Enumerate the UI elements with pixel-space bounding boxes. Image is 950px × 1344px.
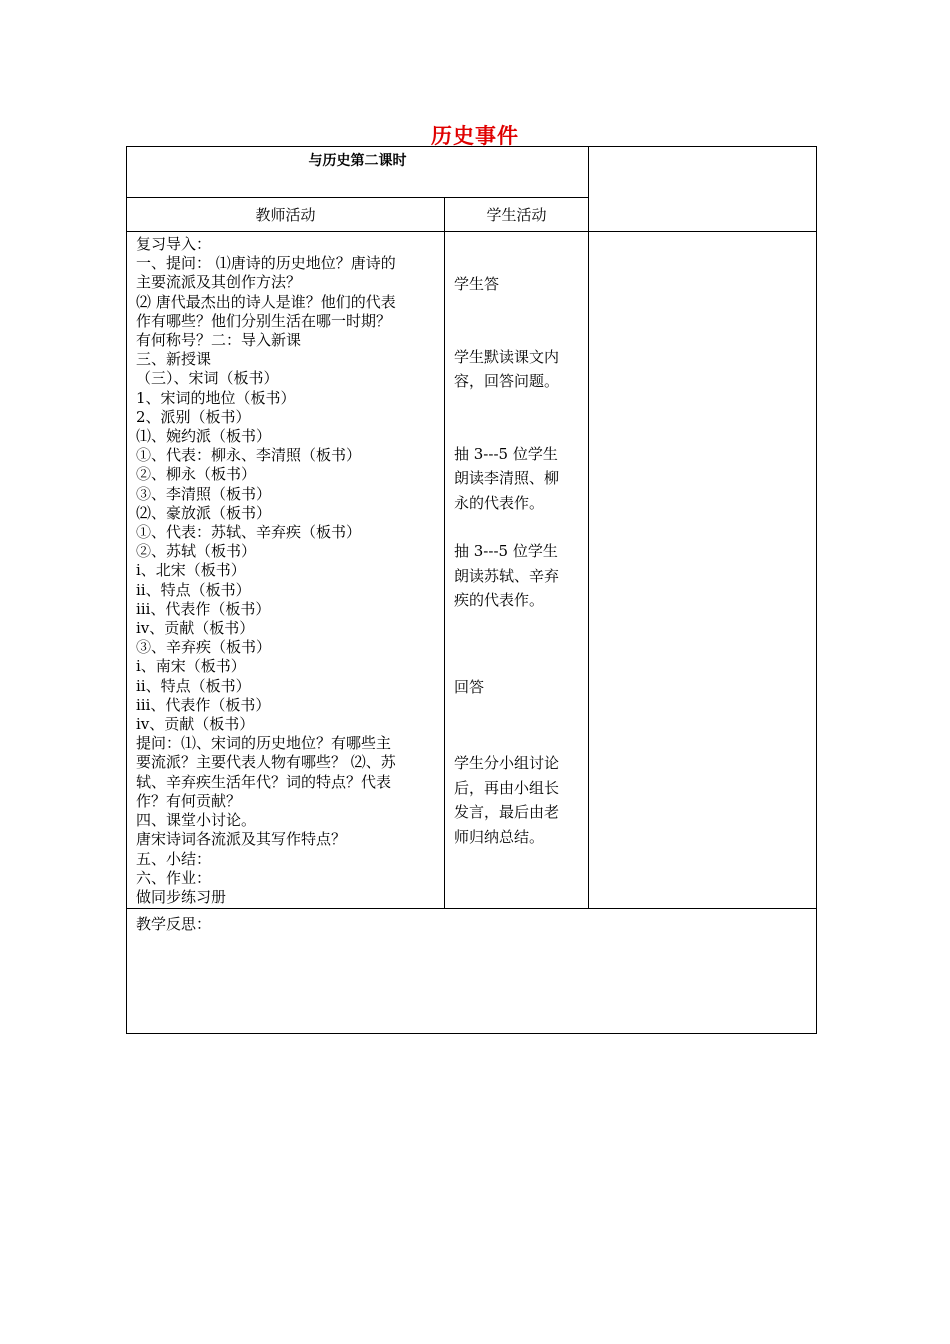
teacher-line: ⅲ、代表作（板书） [136, 695, 271, 714]
teacher-line: 作有哪些？他们分别生活在哪一时期？ [136, 311, 392, 330]
lesson-subtitle: 与历史第二课时 [308, 153, 407, 169]
document-title: 历史事件 [431, 124, 519, 148]
teacher-line: 主要流派及其创作方法？ [136, 273, 302, 292]
student-blocks [454, 272, 582, 849]
student-block [454, 751, 582, 849]
student-line: 朗读李清照、柳 [454, 469, 560, 487]
teacher-line: 五、小结： [136, 849, 212, 868]
teacher-line: 作？有何贡献？ [136, 791, 242, 810]
teacher-activity-header: 教师活动 [127, 198, 445, 232]
teacher-line: 有何称号？二：导入新课 [136, 331, 302, 350]
teacher-line: 要流派？主要代表人物有哪些？ ⑵、苏 [136, 753, 396, 772]
teacher-activity-cell [127, 232, 445, 909]
teacher-line: 复习导入： [136, 235, 212, 253]
student-line: 师归纳总结。 [454, 827, 545, 846]
blank-header-cell [589, 147, 817, 232]
subtitle-cell [127, 147, 589, 198]
student-line: 发言，最后由老 [454, 803, 560, 821]
teacher-line: 做同步练习册 [136, 887, 227, 906]
teacher-line: ⑵ 唐代最杰出的诗人是谁？他们的代表 [136, 292, 396, 311]
teacher-line: ③、辛弃疾（板书） [136, 638, 272, 657]
student-line: 抽 3---5 位学生 [454, 444, 558, 463]
teacher-lines [136, 235, 444, 907]
teacher-line: ⅳ、贡献（板书） [136, 715, 255, 734]
lesson-plan-table [126, 146, 817, 1034]
student-activity-header: 学生活动 [445, 198, 589, 232]
teacher-line: ②、柳永（板书） [136, 465, 257, 484]
student-line: 永的代表作。 [454, 493, 545, 512]
teacher-line: ⅰ、北宋（板书） [136, 561, 246, 580]
student-block [454, 272, 582, 297]
teacher-line: 六、作业： [136, 868, 212, 887]
teacher-line: ①、代表：柳永、李清照（板书） [136, 446, 362, 465]
teacher-line: ⅰ、南宋（板书） [136, 657, 246, 676]
student-line: 回答 [454, 677, 485, 696]
student-line: 容，回答问题。 [454, 372, 560, 390]
teacher-line: 一、提问： ⑴唐诗的历史地位？唐诗的 [136, 254, 396, 273]
student-block [454, 442, 582, 516]
notes-cell [589, 232, 817, 909]
student-line: 学生默读课文内 [454, 347, 560, 366]
teacher-line: 三、新授课 [136, 350, 212, 369]
teacher-line: 提问：⑴、宋词的历史地位？有哪些主 [136, 734, 392, 753]
teacher-line: ⅱ、特点（板书） [136, 676, 251, 695]
reflection-label: 教学反思： [136, 915, 212, 933]
teacher-line: 唐宋诗词各流派及其写作特点？ [136, 830, 347, 849]
student-line: 抽 3---5 位学生 [454, 542, 558, 560]
teacher-line: ⅲ、代表作（板书） [136, 599, 271, 618]
teacher-line: ②、苏轼（板书） [136, 542, 257, 561]
student-block [454, 675, 582, 700]
student-block [454, 345, 582, 394]
student-line: 疾的代表作。 [454, 591, 545, 609]
student-line: 后，再由小组长 [454, 778, 560, 797]
teacher-line: 四、课堂小讨论。 [136, 811, 257, 830]
teacher-line: ⑴、婉约派（板书） [136, 427, 272, 446]
teacher-line: ①、代表：苏轼、辛弃疾（板书） [136, 523, 362, 542]
teacher-line: 轼、辛弃疾生活年代？词的特点？代表 [136, 772, 392, 791]
reflection-cell [127, 909, 817, 1034]
student-line: 朗读苏轼、辛弃 [454, 566, 560, 585]
teacher-line: （三）、宋词（板书） [136, 369, 279, 388]
teacher-line: 1、宋词的地位（板书） [136, 388, 296, 407]
student-line: 学生答 [454, 275, 500, 293]
teacher-line: ③、李清照（板书） [136, 484, 272, 503]
teacher-line: ⅱ、特点（板书） [136, 580, 251, 599]
teacher-line: 2、派别（板书） [136, 407, 251, 426]
student-activity-cell [445, 232, 589, 909]
student-line: 学生分小组讨论 [454, 754, 560, 772]
teacher-line: ⅳ、贡献（板书） [136, 619, 255, 638]
teacher-line: ⑵、豪放派（板书） [136, 503, 272, 522]
student-block [454, 539, 582, 613]
